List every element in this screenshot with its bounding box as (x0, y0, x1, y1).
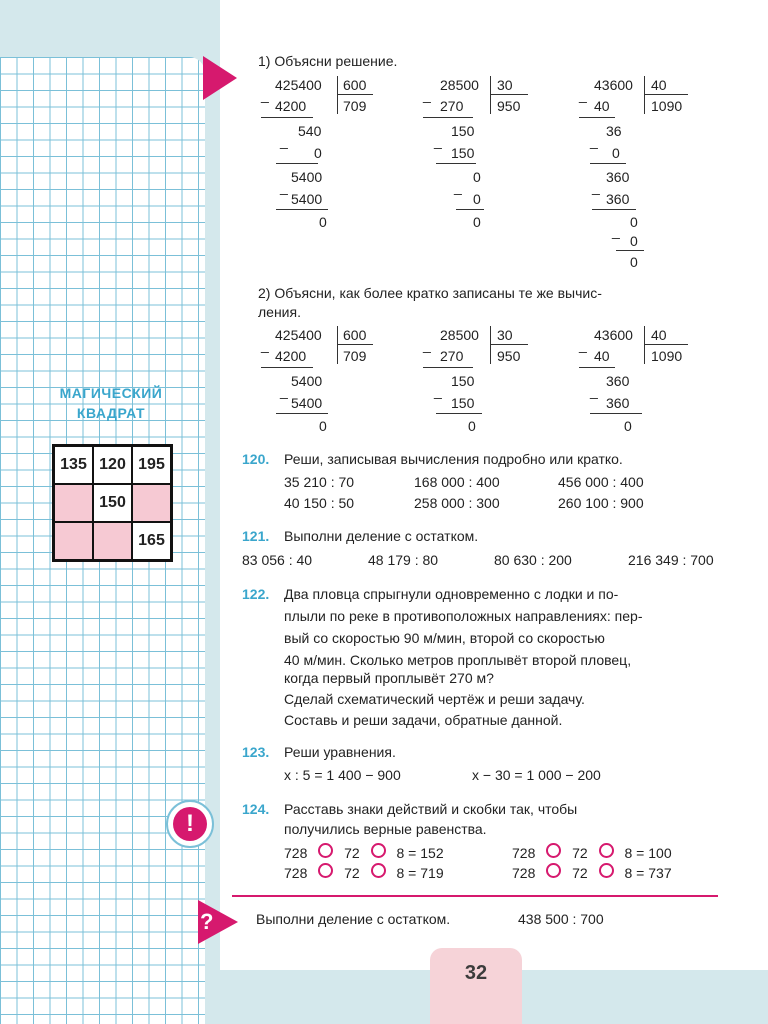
divisor: 600 (343, 77, 367, 93)
expression: 456 000 : 400 (558, 474, 644, 490)
operator-slot[interactable] (546, 863, 561, 878)
step: 5400 (291, 169, 323, 185)
division-1b: _ 28500 30 950 270 _ 150 150 _ 0 0 0 (420, 74, 540, 234)
step: 0 (319, 214, 327, 230)
step: 150 (451, 395, 475, 411)
operator-slot[interactable] (371, 863, 386, 878)
number: 72 (572, 845, 588, 861)
section-divider (232, 895, 718, 897)
equality-row (284, 863, 444, 882)
expression: 168 000 : 400 (414, 474, 500, 490)
expression: 48 179 : 80 (368, 552, 439, 568)
step: 36 (606, 123, 622, 139)
step: 270 (440, 98, 464, 114)
step: 360 (606, 395, 630, 411)
quotient: 709 (343, 348, 367, 364)
magic-title-line2: КВАДРАТ (76, 405, 146, 421)
equation: x : 5 = 1 400 − 900 (284, 767, 401, 783)
step: 0 (612, 145, 620, 161)
dividend: 43600 (594, 327, 633, 343)
step: 0 (630, 233, 638, 249)
magic-cell: 120 (93, 446, 132, 484)
expression: 35 210 : 70 (284, 474, 355, 490)
operator-slot[interactable] (318, 863, 333, 878)
step: 0 (624, 418, 632, 434)
task-text: Реши, записывая вычисления подробно или кратко. (284, 451, 623, 467)
magic-cell-empty[interactable] (54, 484, 93, 522)
task-number: 120. (242, 451, 270, 467)
number: 72 (344, 865, 360, 881)
divisor: 40 (651, 77, 667, 93)
task-line: Составь и реши задачи, обратные данной. (284, 712, 563, 728)
step: 360 (606, 373, 630, 389)
step: 40 (594, 98, 610, 114)
magic-square-title (40, 383, 182, 423)
question-icon: ? (198, 900, 242, 944)
task-number: 122. (242, 586, 270, 602)
step: 0 (630, 214, 638, 230)
dividend: 28500 (440, 327, 479, 343)
task-text: Выполни деление с остатком. (284, 528, 479, 544)
step: 40 (594, 348, 610, 364)
step: 0 (319, 418, 327, 434)
number: 72 (572, 865, 588, 881)
part1-title: 1) Объясни решение. (258, 53, 398, 69)
dividend: 425400 (275, 327, 322, 343)
task-line: Расставь знаки действий и скобки так, чтобы (284, 801, 578, 817)
magic-square (52, 444, 173, 562)
number: 8 = 737 (624, 865, 672, 881)
pointer-arrow-icon (203, 56, 237, 100)
division-1c: _ 43600 40 1090 40 _ 36 0 _ 360 360 _ 0 0 0 (576, 74, 706, 274)
magic-cell-empty[interactable] (93, 522, 132, 560)
divisor: 30 (497, 77, 513, 93)
step: 5400 (291, 191, 323, 207)
task-line: 40 м/мин. Сколько метров проплывёт второй пловец, (284, 652, 632, 668)
magic-cell: 195 (132, 446, 171, 484)
quotient: 950 (497, 98, 521, 114)
step: 4200 (275, 98, 307, 114)
step: 540 (298, 123, 322, 139)
number: 728 (284, 865, 308, 881)
magic-cell: 135 (54, 446, 93, 484)
bottom-task-expression: 438 500 : 700 (518, 911, 604, 927)
step: 0 (468, 418, 476, 434)
division-2a: _ 425400 600 709 4200 _ 5400 5400 0 (258, 324, 378, 434)
divisor: 30 (497, 327, 513, 343)
task-line: Два пловца спрыгнули одновременно с лодки и по- (284, 586, 619, 602)
task-line: плыли по реке в противоположных направлениях: пер- (284, 608, 643, 624)
number: 8 = 152 (396, 845, 444, 861)
magic-cell-empty[interactable] (54, 522, 93, 560)
top-strip (0, 0, 205, 57)
dividend: 425400 (275, 77, 322, 93)
task-number: 121. (242, 528, 270, 544)
task-line: получились верные равенства. (284, 821, 487, 837)
division-1a: _ 425400 600 709 4200 _ 540 0 _ 5400 5400 0 (258, 74, 358, 234)
step: 360 (606, 191, 630, 207)
task-line: когда первый проплывёт 270 м? (284, 670, 494, 686)
division-2c: _ 43600 40 1090 40 _ 360 360 0 (576, 324, 706, 434)
quotient: 950 (497, 348, 521, 364)
bottom-task-text: Выполни деление с остатком. (256, 911, 451, 927)
number: 72 (344, 845, 360, 861)
quotient: 1090 (651, 98, 683, 114)
number: 728 (284, 845, 308, 861)
step: 0 (473, 169, 481, 185)
number: 728 (512, 865, 536, 881)
task-text: Реши уравнения. (284, 744, 396, 760)
magic-cell-empty[interactable] (132, 484, 171, 522)
task-number: 124. (242, 801, 270, 817)
equality-row (512, 843, 672, 862)
operator-slot[interactable] (599, 843, 614, 858)
step: 150 (451, 373, 475, 389)
equality-row (284, 843, 444, 862)
step: 0 (473, 191, 481, 207)
number: 8 = 100 (624, 845, 672, 861)
step: 5400 (291, 395, 323, 411)
magic-cell: 150 (93, 484, 132, 522)
step: 0 (630, 254, 638, 270)
number: 728 (512, 845, 536, 861)
step: 150 (451, 123, 475, 139)
magic-title-line1: МАГИЧЕСКИЙ (59, 385, 163, 401)
task-number: 123. (242, 744, 270, 760)
expression: 40 150 : 50 (284, 495, 355, 511)
dividend: 43600 (594, 77, 633, 93)
equality-row (512, 863, 672, 882)
expression: 83 056 : 40 (242, 552, 313, 568)
operator-slot[interactable] (318, 843, 333, 858)
task-line: Сделай схематический чертёж и реши задачу. (284, 691, 585, 707)
step: 0 (314, 145, 322, 161)
expression: 258 000 : 300 (414, 495, 500, 511)
expression: 80 630 : 200 (494, 552, 572, 568)
step: 4200 (275, 348, 307, 364)
step: 150 (451, 145, 475, 161)
equation: x − 30 = 1 000 − 200 (472, 767, 601, 783)
division-2b: _ 28500 30 950 270 _ 150 150 0 (420, 324, 540, 434)
page-number: 32 (430, 948, 522, 1024)
expression: 216 349 : 700 (628, 552, 714, 568)
dividend: 28500 (440, 77, 479, 93)
operator-slot[interactable] (371, 843, 386, 858)
quotient: 1090 (651, 348, 683, 364)
operator-slot[interactable] (546, 843, 561, 858)
step: 360 (606, 169, 630, 185)
number: 8 = 719 (396, 865, 444, 881)
part2-line2: ления. (258, 304, 301, 320)
task-line: вый со скоростью 90 м/мин, второй со скоростью (284, 630, 605, 646)
operator-slot[interactable] (599, 863, 614, 878)
step: 5400 (291, 373, 323, 389)
divisor: 40 (651, 327, 667, 343)
step: 0 (473, 214, 481, 230)
exclamation-icon: ! (166, 800, 214, 848)
magic-cell: 165 (132, 522, 171, 560)
part2-line1: 2) Объясни, как более кратко записаны те же вычис- (258, 285, 602, 301)
step: 270 (440, 348, 464, 364)
expression: 260 100 : 900 (558, 495, 644, 511)
divisor: 600 (343, 327, 367, 343)
quotient: 709 (343, 98, 367, 114)
